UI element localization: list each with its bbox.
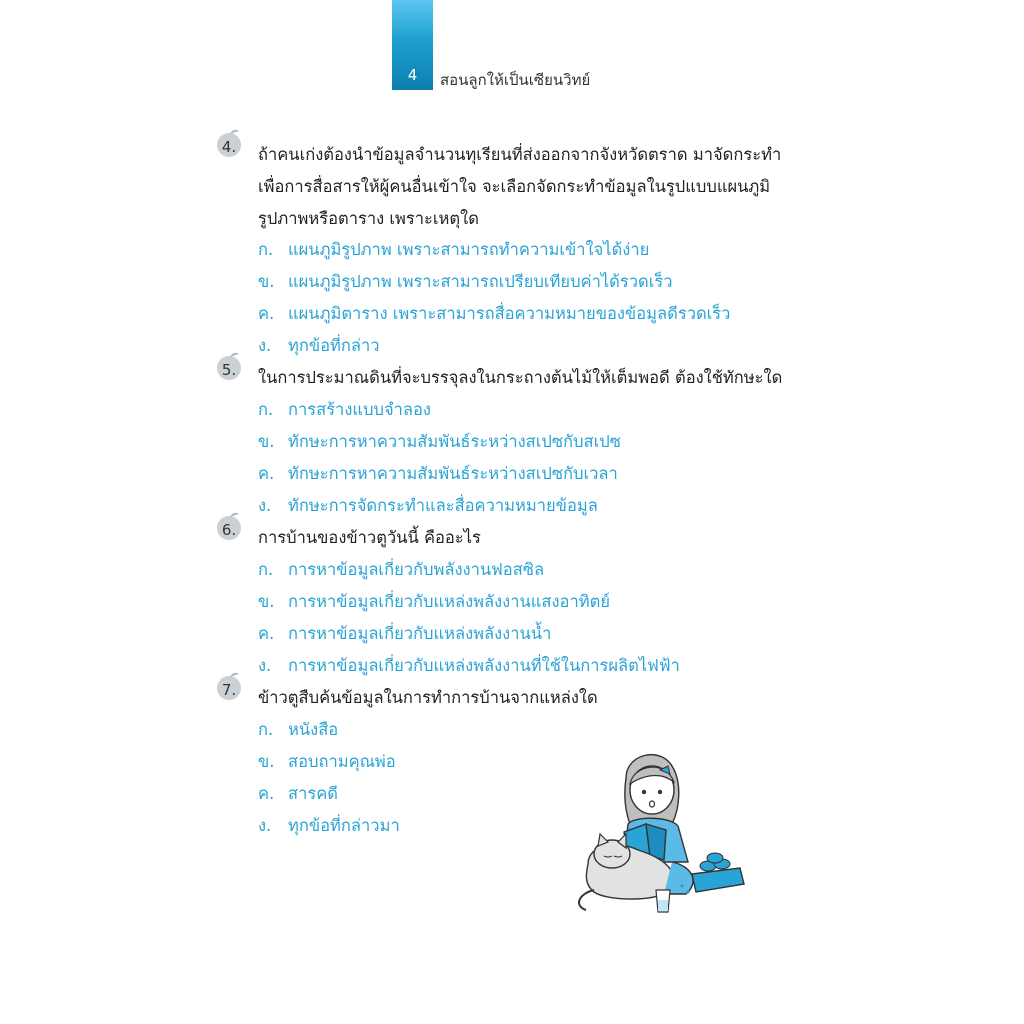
question-text-line: ในการประมาณดินที่จะบรรจุลงในกระถางต้นไม้ให้เต็มพอดี ต้องใช้ทักษะใด <box>258 368 783 387</box>
option-letter: ค. <box>258 784 275 803</box>
option-letter: ก. <box>258 400 274 419</box>
question-number: 5. <box>221 361 237 379</box>
option-letter: ก. <box>258 560 274 579</box>
answer-option[interactable] <box>258 589 610 615</box>
question-number-badge <box>215 350 245 380</box>
answer-option[interactable] <box>258 557 544 583</box>
option-letter: ก. <box>258 720 274 739</box>
answer-option[interactable] <box>258 493 598 519</box>
question-number: 6. <box>221 521 237 539</box>
option-text: การสร้างแบบจำลอง <box>288 400 431 419</box>
answer-option[interactable] <box>258 397 431 423</box>
answer-option[interactable] <box>258 813 400 839</box>
question-text-line: รูปภาพหรือตาราง เพราะเหตุใด <box>258 209 479 228</box>
option-letter: ค. <box>258 304 275 323</box>
question-text-line: ถ้าคนเก่งต้องนำข้อมูลจำนวนทุเรียนที่ส่งออกจากจังหวัดตราด มาจัดกระทำ <box>258 145 782 164</box>
answer-option[interactable] <box>258 333 380 359</box>
option-letter: ง. <box>258 816 272 835</box>
option-text: การหาข้อมูลเกี่ยวกับแหล่งพลังงานน้ำ <box>288 624 552 643</box>
answer-option[interactable] <box>258 621 551 647</box>
question-number-badge <box>215 670 245 700</box>
question-number-badge <box>215 127 245 157</box>
question-text-line: เพื่อการสื่อสารให้ผู้คนอื่นเข้าใจ จะเลือกจัดกระทำข้อมูลในรูปแบบแผนภูมิ <box>258 177 771 196</box>
option-text: ทักษะการจัดกระทำและสื่อความหมายข้อมูล <box>288 496 598 515</box>
option-letter: ข. <box>258 432 275 451</box>
answer-option[interactable] <box>258 749 396 775</box>
header-accent-bar <box>392 0 433 90</box>
question-number: 4. <box>221 138 237 156</box>
option-text: หนังสือ <box>288 720 339 739</box>
option-text: ทักษะการหาความสัมพันธ์ระหว่างสเปซกับเวลา <box>288 464 618 483</box>
option-text: การหาข้อมูลเกี่ยวกับแหล่งพลังงานแสงอาทิตย์ <box>288 592 610 611</box>
option-letter: ข. <box>258 592 275 611</box>
option-text: ทักษะการหาความสัมพันธ์ระหว่างสเปซกับสเปซ <box>288 432 621 451</box>
option-text: แผนภูมิรูปภาพ เพราะสามารถเปรียบเทียบค่าได้รวดเร็ว <box>288 272 673 291</box>
question-text-line: ข้าวตูสืบค้นข้อมูลในการทำการบ้านจากแหล่งใด <box>258 688 598 707</box>
question-number: 7. <box>221 681 237 699</box>
option-letter: ค. <box>258 464 275 483</box>
option-letter: ก. <box>258 240 274 259</box>
option-text: การหาข้อมูลเกี่ยวกับแหล่งพลังงานที่ใช้ในการผลิตไฟฟ้า <box>288 656 680 675</box>
option-text: ทุกข้อที่กล่าว <box>288 336 380 355</box>
option-text: สารคดี <box>288 784 338 803</box>
option-letter: ง. <box>258 496 272 515</box>
question-text-line: การบ้านของข้าวตูวันนี้ คืออะไร <box>258 528 481 547</box>
option-text: แผนภูมิตาราง เพราะสามารถสื่อความหมายของข้อมูลดีรวดเร็ว <box>288 304 731 323</box>
girl-reading-with-cat-illustration <box>568 744 748 916</box>
option-letter: ข. <box>258 752 275 771</box>
question-number-badge <box>215 510 245 540</box>
answer-option[interactable] <box>258 653 680 679</box>
option-letter: ค. <box>258 624 275 643</box>
answer-option[interactable] <box>258 461 618 487</box>
option-text: การหาข้อมูลเกี่ยวกับพลังงานฟอสซิล <box>288 560 545 579</box>
page-number: 4 <box>407 66 418 84</box>
option-letter: ง. <box>258 656 272 675</box>
answer-option[interactable] <box>258 717 338 743</box>
answer-option[interactable] <box>258 301 730 327</box>
answer-option[interactable] <box>258 237 649 263</box>
option-letter: ข. <box>258 272 275 291</box>
option-letter: ง. <box>258 336 272 355</box>
option-text: สอบถามคุณพ่อ <box>288 752 396 771</box>
answer-option[interactable] <box>258 781 338 807</box>
answer-option[interactable] <box>258 269 672 295</box>
answer-option[interactable] <box>258 429 621 455</box>
book-title: สอนลูกให้เป็นเซียนวิทย์ <box>440 71 591 89</box>
option-text: ทุกข้อที่กล่าวมา <box>288 816 400 835</box>
option-text: แผนภูมิรูปภาพ เพราะสามารถทำความเข้าใจได้ง่าย <box>288 240 650 259</box>
